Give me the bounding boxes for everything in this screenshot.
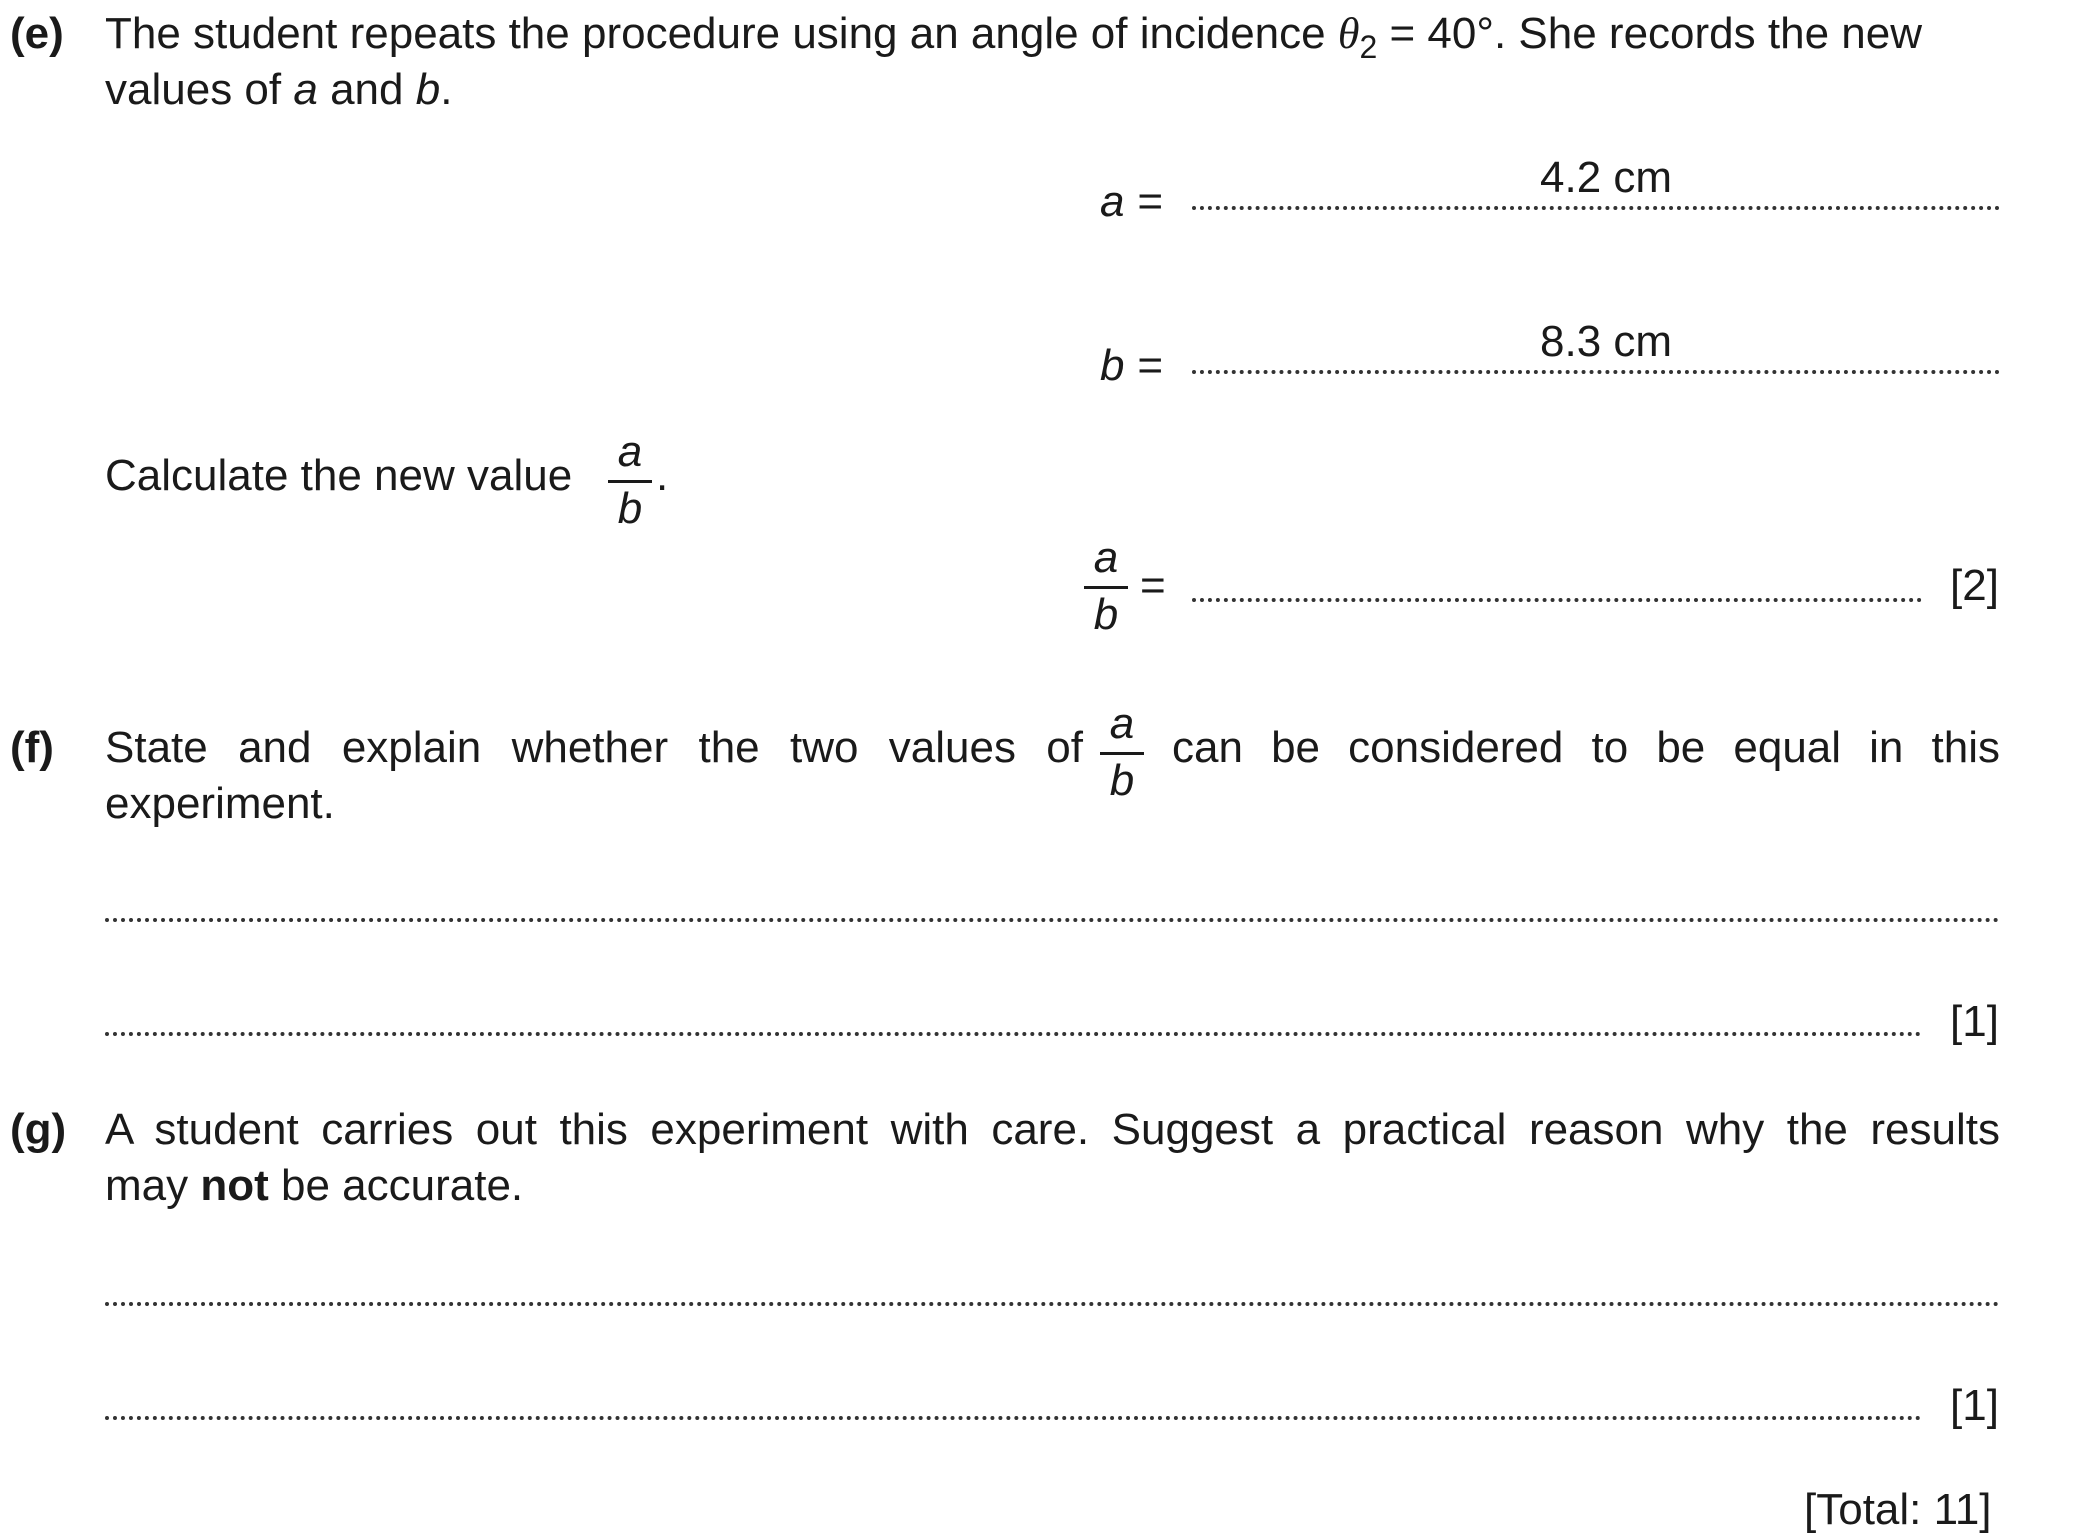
part-g-answer-line-1[interactable] (105, 1302, 2000, 1306)
period: . (440, 65, 453, 114)
fraction-bar (1100, 752, 1144, 755)
ratio-answer-line[interactable] (1192, 598, 1922, 602)
calc-fraction (608, 427, 652, 533)
part-g-answer-line-2[interactable] (105, 1416, 1922, 1420)
part-g-line1-text: A student carries out this experiment with care. Suggest a practical reason why the results (105, 1105, 2000, 1154)
theta-symbol: θ (1337, 9, 1360, 58)
marks-g: [1] (1950, 1381, 1999, 1430)
part-e-label: (e) (10, 9, 64, 58)
part-f-answer-line-2[interactable] (105, 1032, 1922, 1036)
answer-fraction (1084, 533, 1128, 639)
fraction-denominator: b (1093, 590, 1119, 639)
marks-e: [2] (1950, 561, 1999, 610)
part-g-line2-post: be accurate. (281, 1161, 524, 1210)
part-g-line2-bold: not (200, 1161, 269, 1210)
part-f-label: (f) (10, 723, 54, 772)
fraction-denominator: b (1109, 756, 1135, 805)
a-label: a = (1100, 177, 1163, 226)
fraction-numerator: a (1109, 699, 1135, 748)
part-g-line2-pre: may (105, 1161, 189, 1210)
part-f-line2: experiment. (105, 779, 335, 828)
calc-instruction: Calculate the new value (105, 451, 573, 500)
fraction-numerator: a (617, 427, 643, 476)
b-value[interactable]: 8.3 cm (1540, 317, 1673, 366)
a-answer-line[interactable] (1192, 206, 2000, 210)
part-f-fraction (1100, 699, 1144, 805)
part-g-line2 (105, 1160, 523, 1213)
part-e-line2-pre: values of (105, 65, 282, 114)
var-b: b (415, 65, 441, 114)
total-marks: [Total: 11] (1804, 1485, 1992, 1534)
var-a: a (293, 65, 318, 114)
part-f-line1-pre (105, 722, 1083, 775)
fraction-numerator: a (1093, 533, 1119, 582)
part-e-line1-pre: The student repeats the procedure using an angle of incidence (105, 9, 1326, 58)
marks-f: [1] (1950, 997, 1999, 1046)
b-label: b = (1100, 341, 1163, 390)
part-f-line1-post (1172, 722, 2000, 775)
word-and: and (330, 65, 404, 114)
b-answer-line[interactable] (1192, 370, 2000, 374)
a-value[interactable]: 4.2 cm (1540, 153, 1673, 202)
equals-sign: = (1140, 561, 1166, 610)
part-g-line1 (105, 1104, 2000, 1157)
part-e-line2 (105, 64, 452, 117)
part-g-label: (g) (10, 1105, 67, 1154)
part-f-line1-post-text: can be considered to be equal in this (1172, 723, 2000, 772)
fraction-bar (608, 480, 652, 483)
part-e-line1-post: = 40°. She records the new (1389, 9, 1922, 58)
part-e-line1 (105, 8, 1922, 66)
fraction-denominator: b (617, 484, 643, 533)
part-f-line1-pre-text: State and explain whether the two values of (105, 723, 1083, 772)
part-f-answer-line-1[interactable] (105, 918, 2000, 922)
calc-period: . (656, 451, 669, 500)
fraction-bar (1084, 586, 1128, 589)
theta-subscript: 2 (1359, 28, 1378, 65)
